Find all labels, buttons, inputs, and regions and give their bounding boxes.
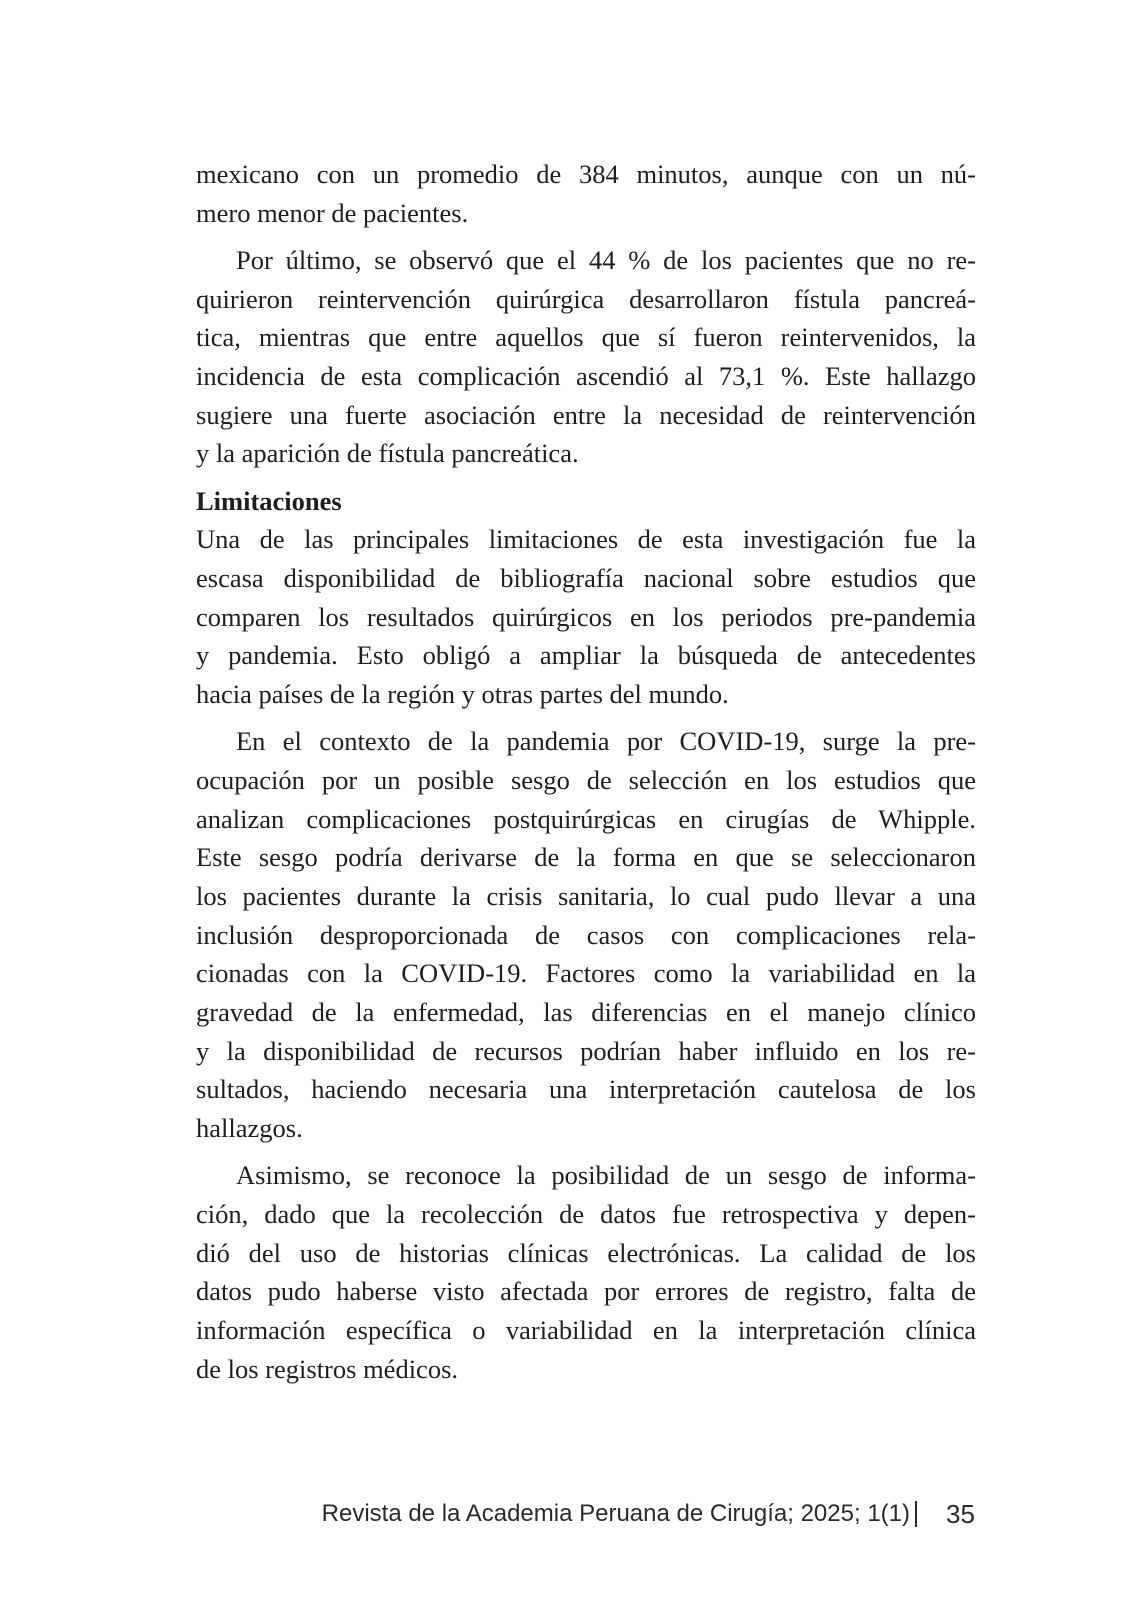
text-line: tica, mientras que entre aquellos que sí fueron reintervenidos, la (196, 322, 976, 353)
text-line: Por último, se observó que el 44 % de los pacientes que no re- (236, 244, 976, 275)
text-line: y pandemia. Esto obligó a ampliar la búsqueda de antecedentes (196, 640, 976, 671)
footer-divider (915, 1501, 917, 1527)
paragraph-fistula (196, 241, 976, 473)
text-line: En el contexto de la pandemia por COVID-19, surge la pre- (236, 726, 976, 757)
text-line: y la disponibilidad de recursos podrían haber influido en los re- (196, 1035, 976, 1066)
text-line: los pacientes durante la crisis sanitaria, lo cual pudo llevar a una (196, 880, 976, 911)
text-line: incidencia de esta complicación ascendió al 73,1 %. Este hallazgo (196, 360, 976, 391)
paragraph-limitations-1 (196, 520, 976, 713)
paragraph-continuation (196, 155, 976, 232)
paragraph-limitations-2 (196, 722, 976, 1148)
text-line: de los registros médicos. (196, 1353, 459, 1384)
text-line: quirieron reintervención quirúrgica desarrollaron fístula pancreá- (196, 283, 976, 314)
section-heading: Limitaciones (196, 485, 342, 516)
text-line: cionadas con la COVID-19. Factores como la variabilidad en la (196, 958, 976, 989)
text-line: ción, dado que la recolección de datos fue retrospectiva y depen- (196, 1198, 976, 1229)
text-line: Este sesgo podría derivarse de la forma en que se seleccionaron (196, 842, 976, 873)
text-line: información específica o variabilidad en la interpretación clínica (196, 1314, 976, 1345)
text-line: analizan complicaciones postquirúrgicas en cirugías de Whipple. (196, 803, 976, 834)
text-line: escasa disponibilidad de bibliografía nacional sobre estudios que (196, 562, 976, 593)
text-line: dió del uso de historias clínicas electrónicas. La calidad de los (196, 1237, 976, 1268)
text-line: mexicano con un promedio de 384 minutos, aunque con un nú- (196, 159, 976, 189)
text-line: gravedad de la enfermedad, las diferencias en el manejo clínico (196, 996, 976, 1027)
text-line: Asimismo, se reconoce la posibilidad de un sesgo de informa- (236, 1160, 976, 1191)
text-line: hallazgos. (196, 1113, 303, 1143)
text-line: comparen los resultados quirúrgicos en los periodos pre-pandemia (196, 601, 976, 632)
text-line: datos pudo haberse visto afectada por errores de registro, falta de (196, 1276, 976, 1307)
journal-citation: Revista de la Academia Peruana de Cirugía; 2025; 1(1) (321, 1500, 910, 1527)
text-line: ocupación por un posible sesgo de selección en los estudios que (196, 764, 976, 795)
text-line: inclusión desproporcionada de casos con complicaciones rela- (196, 919, 976, 950)
text-line: sugiere una fuerte asociación entre la necesidad de reintervención (196, 399, 976, 430)
paragraph-limitations-3 (196, 1156, 976, 1388)
text-line: y la aparición de fístula pancreática. (196, 438, 579, 469)
text-line: Una de las principales limitaciones de esta investigación fue la (196, 524, 976, 555)
text-line: sultados, haciendo necesaria una interpretación cautelosa de los (196, 1074, 976, 1105)
text-line: mero menor de pacientes. (196, 197, 469, 228)
page-number: 35 (946, 1499, 975, 1529)
text-line: hacia países de la región y otras partes del mundo. (196, 678, 729, 709)
page-footer (0, 1498, 1142, 1530)
document-body (196, 155, 976, 1388)
